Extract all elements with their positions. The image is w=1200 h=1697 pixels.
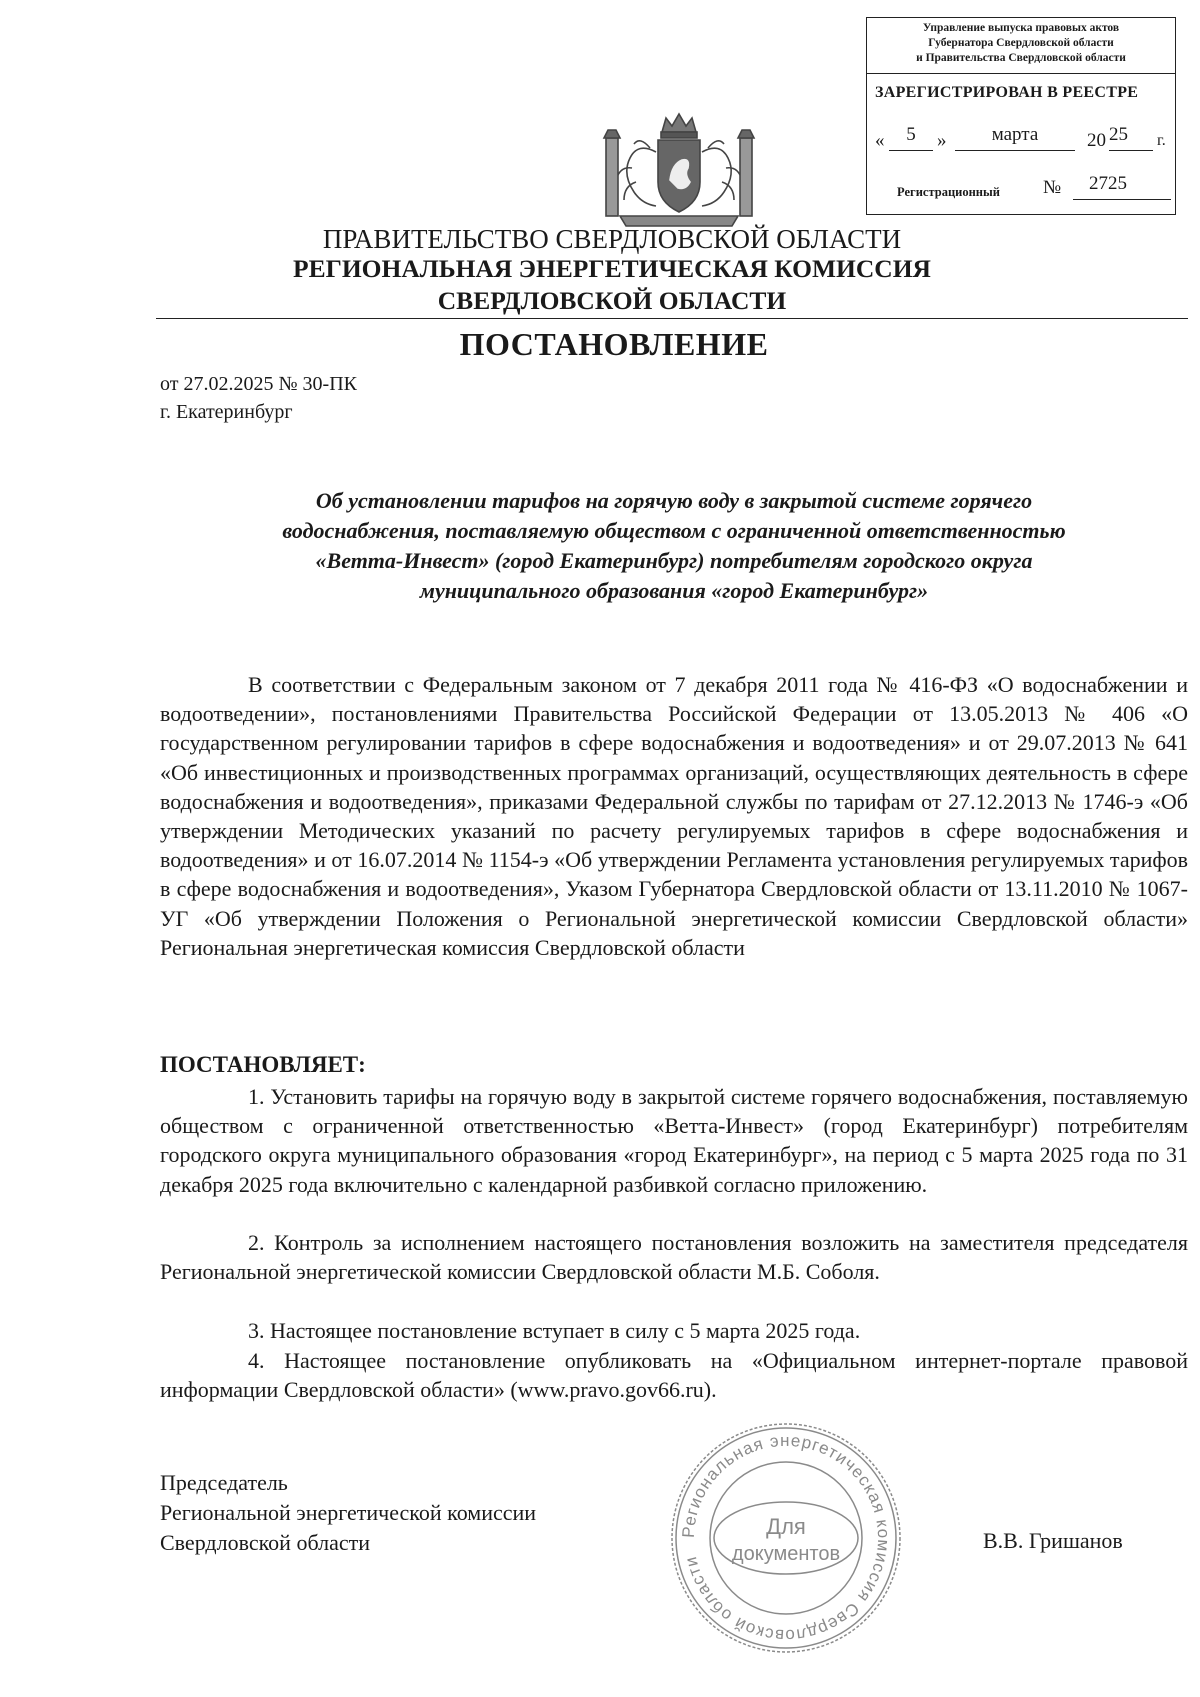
document-date-number: от 27.02.2025 № 30-ПК: [160, 373, 358, 395]
document-subject-title: [160, 486, 1188, 606]
resolution-item-3: 3. Настоящее постановление вступает в силу с 5 марта 2025 года.: [248, 1318, 861, 1343]
seal-center-line1: Для: [766, 1514, 806, 1539]
registration-stamp-title: ЗАРЕГИСТРИРОВАН В РЕЕСТРЕ: [875, 84, 1139, 101]
title-line: «Ветта-Инвест» (город Екатеринбург) потребителям городского округа: [315, 548, 1033, 573]
registration-year-abbr: г.: [1157, 132, 1166, 149]
stamp-header-line: Управление выпуска правовых актов: [922, 22, 1120, 34]
document-city: г. Екатеринбург: [160, 401, 293, 423]
stamp-header-line: и Правительства Свердловской области: [916, 52, 1126, 64]
registration-year-prefix: 20: [1087, 130, 1106, 151]
commission-title-line1: РЕГИОНАЛЬНАЯ ЭНЕРГЕТИЧЕСКАЯ КОМИССИЯ: [293, 254, 931, 283]
seal-ring-text: Региональная энергетическая комиссия Свердловской области: [678, 1430, 894, 1646]
position-line: Председатель: [160, 1470, 288, 1495]
resolves-heading: ПОСТАНОВЛЯЕТ:: [160, 1052, 366, 1077]
date-open-quote: «: [875, 130, 885, 151]
registration-month: марта: [955, 124, 1075, 151]
government-title: ПРАВИТЕЛЬСТВО СВЕРДЛОВСКОЙ ОБЛАСТИ: [322, 224, 902, 254]
registration-day: 5: [889, 124, 933, 151]
position-line: Свердловской области: [160, 1530, 370, 1555]
registration-stamp-header: [867, 18, 1175, 74]
document-meta: [160, 370, 357, 426]
registration-date: [875, 124, 1169, 154]
coat-of-arms-icon: [600, 108, 758, 230]
header-divider: [156, 318, 1188, 319]
resolution-item-2: 2. Контроль за исполнением настоящего постановления возложить на заместителя председателя Региональной энергетической комиссии Свердловской области М.Б. Соболя.: [160, 1230, 1188, 1285]
position-line: Региональной энергетической комиссии: [160, 1500, 537, 1525]
title-line: водоснабжения, поставляемую обществом с ограниченной ответственностью: [282, 518, 1066, 543]
stamp-header-line: Губернатора Свердловской области: [928, 37, 1114, 49]
commission-title-line2: СВЕРДЛОВСКОЙ ОБЛАСТИ: [437, 286, 787, 315]
preamble-paragraph: В соответствии с Федеральным законом от 7 декабря 2011 года № 416-ФЗ «О водоснабжении и водоотведении», постановлениями Правительства Российской Федерации от 13.05.2013 № 406 «О государственном регулировании тарифов в сфере водоснабжения и водоотведения» и от 29.07.2013 № 641 «Об инвестиционных и производственных программах организаций, осуществляющих деятельность в сфере водоснабжения и водоотведения», приказами Федеральной службы по тарифам от 27.12.2013 № 1746-э «Об утверждении Методических указаний по расчету регулируемых тарифов в сфере водоснабжения и водоотведения» и от 16.07.2014 № 1154-э «Об утверждении Регламента установления регулируемых тарифов в сфере водоснабжения и водоотведения», Указом Губернатора Свердловской области от 13.11.2010 № 1067-УГ «Об утверждении Положения о Региональной энергетической комиссии Свердловской области» Региональная энергетическая комиссия Свердловской области: [160, 672, 1188, 960]
resolution-item-4: 4. Настоящее постановление опубликовать на «Официальном интернет-портале правовой информации Свердловской области» (www.pravo.gov66.ru).: [160, 1348, 1188, 1403]
resolution-item-1: 1. Установить тарифы на горячую воду в закрытой системе горячего водоснабжения, поставляемую обществом с ограниченной ответственностью «Ветта-Инвест» (город Екатеринбург) потребителям городского округа муниципального образования «город Екатеринбург», на период с 5 марта 2025 года по 31 декабря 2025 года включительно с календарной разбивкой согласно приложению.: [160, 1084, 1188, 1197]
registration-year-suffix: 25: [1109, 124, 1153, 151]
signatory-position: [160, 1468, 536, 1558]
signatory-name: В.В. Гришанов: [983, 1528, 1123, 1553]
registration-number-value: 2725: [1073, 173, 1171, 200]
title-line: Об установлении тарифов на горячую воду в закрытой системе горячего: [315, 488, 1033, 513]
registration-stamp: [866, 17, 1176, 215]
official-seal-icon: [666, 1418, 906, 1658]
registration-number: [897, 173, 1167, 203]
document-type-title: ПОСТАНОВЛЕНИЕ: [459, 326, 769, 362]
seal-center-line2: документов: [731, 1543, 841, 1565]
registration-number-label: Регистрационный: [897, 185, 1000, 199]
title-line: муниципального образования «город Екатеринбург»: [419, 578, 929, 603]
registration-number-sign: №: [1043, 177, 1062, 198]
date-close-quote: »: [937, 130, 947, 151]
